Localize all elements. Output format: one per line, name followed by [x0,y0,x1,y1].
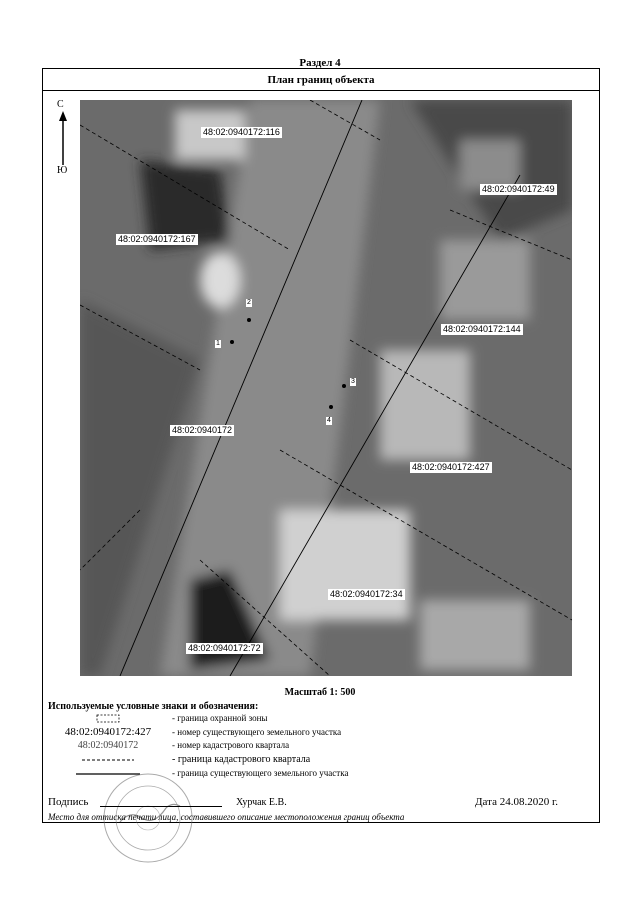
point-label: 3 [351,378,355,385]
quarter-boundary-symbol [48,753,168,766]
south-label: Ю [57,165,68,176]
dashed-box-icon [96,714,120,724]
seal-caption: Место для оттиска печати лица, составившего описание местоположения границ объекта [48,812,405,822]
legend-item [48,726,568,739]
legend-text: - номер существующего земельного участка [172,727,342,737]
section-title: Раздел 4 [299,57,341,69]
signature-label: Подпись [48,796,89,808]
parcel-label: 48:02:0940172 [172,425,233,435]
point-label: 1 [216,340,220,347]
boundary-point [247,318,251,322]
parcel-label: 48:02:0940172:167 [118,234,196,244]
legend-item [48,712,568,725]
legend-text: - граница охранной зоны [172,713,268,723]
legend-item [48,753,568,766]
signature-date: Дата 24.08.2020 г. [475,796,558,808]
signature-row [48,796,558,810]
signature-line [100,806,222,807]
scale-label: Масштаб 1: 500 [284,687,356,698]
north-arrow [56,99,70,179]
aerial-map [80,100,572,676]
parcel-label: 48:02:0940172:427 [412,462,490,472]
signer-name: Хурчак Е.В. [236,797,287,808]
north-label: С [57,99,64,110]
parcel-label: 48:02:0940172:144 [443,324,521,334]
parcel-label: 48:02:0940172:34 [330,589,403,599]
parcel-number-sample: 48:02:0940172:427 [64,726,152,738]
protection-zone-symbol [48,712,168,725]
parcel-label: 48:02:0940172:116 [203,127,280,137]
legend-text: - граница кадастрового квартала [172,754,311,765]
quarter-number-sample: 48:02:0940172 [77,740,139,751]
legend-title: Используемые условные знаки и обозначения: [48,701,259,712]
boundary-point [329,405,333,409]
parcel-label: 48:02:0940172:49 [482,184,555,194]
point-label: 2 [247,299,251,306]
boundary-point [230,340,234,344]
legend-text: - номер кадастрового квартала [172,740,290,750]
north-arrow-icon [56,111,70,171]
parcel-label: 48:02:0940172:72 [188,643,261,653]
dashed-line-icon [82,755,134,765]
boundary-point [342,384,346,388]
legend-item [48,739,568,752]
plan-title: План границ объекта [43,69,599,91]
point-label: 4 [327,417,331,424]
legend-text: - граница существующего земельного участка [172,768,349,778]
